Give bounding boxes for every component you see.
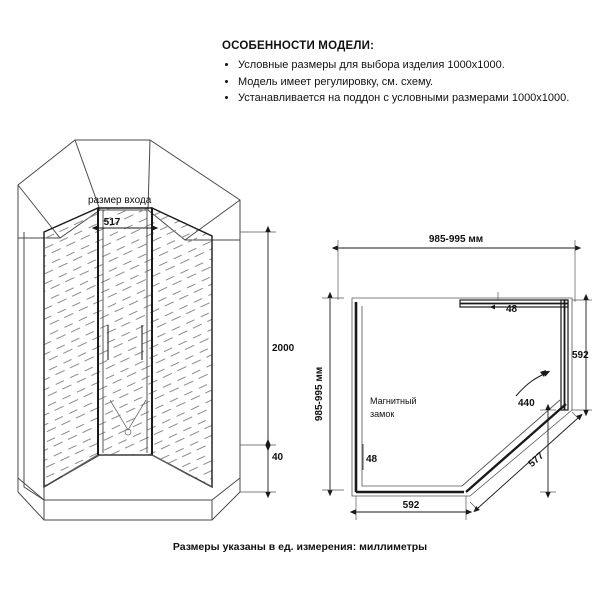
top-width-label: 985-995 мм xyxy=(428,234,484,245)
height-2000-value: 2000 xyxy=(272,343,295,354)
dim-577: 577 xyxy=(526,450,547,470)
dim-592-right: 592 xyxy=(572,350,589,361)
dim-48-top: 48 xyxy=(506,304,518,315)
list-item: • Модель имеет регулировку, см. схему. xyxy=(238,75,582,91)
entrance-width-value: 517 xyxy=(103,217,121,228)
magnetic-lock-label-line1: Магнитный xyxy=(370,396,417,406)
notes-title: ОСОБЕННОСТИ МОДЕЛИ: xyxy=(222,40,375,52)
magnetic-lock-label-line2: замок xyxy=(370,409,395,419)
dim-592-bottom: 592 xyxy=(402,500,420,511)
entrance-label: размер входа xyxy=(88,195,152,206)
left-3d-view xyxy=(18,140,295,520)
top-view xyxy=(314,234,592,520)
dim-440: 440 xyxy=(518,398,535,409)
measurement-units-note: Размеры указаны в ед. измерения: миллиметры xyxy=(172,541,428,553)
base-height-value: 40 xyxy=(272,452,284,463)
left-width-label: 985-995 мм xyxy=(314,366,325,422)
list-item: • Устанавливается на поддон с условными размерами 1000x1000. xyxy=(238,91,582,107)
dim-48-left: 48 xyxy=(366,454,378,465)
list-item: • Условные размеры для выбора изделия 1000x1000. xyxy=(238,58,582,74)
